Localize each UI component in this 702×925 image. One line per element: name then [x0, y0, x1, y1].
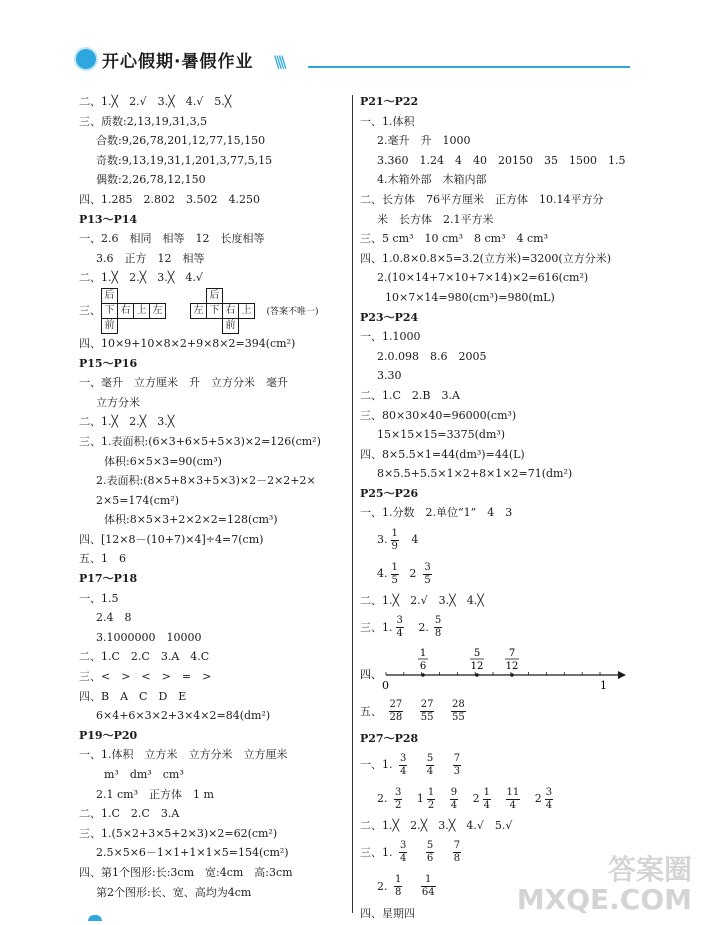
- denominator: 28: [389, 712, 403, 724]
- numerator: 28: [451, 699, 465, 711]
- answer-line: 二、1.╳ 2.√ 3.╳ 4.√ 5.╳: [79, 95, 232, 108]
- circle-icon: [76, 49, 96, 69]
- section-heading: P15～P16: [79, 356, 138, 370]
- numerator: 5: [426, 840, 434, 852]
- numerator: 5: [434, 615, 442, 627]
- denominator: 9: [391, 540, 398, 552]
- answer-line: 二、1.C 2.B 3.A: [360, 388, 460, 402]
- item-prefix: 3.: [377, 533, 388, 547]
- net-cell: 前: [223, 318, 239, 333]
- fraction: [426, 840, 434, 865]
- answer-line: 二、1.╳ 2.╳ 3.╳: [79, 415, 175, 429]
- number-line-svg: [360, 645, 630, 695]
- denominator: 4: [426, 765, 434, 777]
- answer-line: 2.0.098 8.6 2005: [377, 349, 487, 363]
- answer-line: 2.4 8: [96, 611, 132, 625]
- numerator: 3: [400, 752, 407, 764]
- number-line: [360, 645, 660, 695]
- mark-numerator: 7: [508, 647, 516, 659]
- fraction-line: [360, 557, 660, 591]
- numerator: 7: [453, 752, 461, 764]
- fraction: [483, 787, 491, 812]
- mark-denominator: 6: [419, 660, 427, 672]
- answer-line: 2×5=174(cm²): [96, 493, 180, 507]
- footer-ornament: [88, 915, 102, 921]
- item-prefix: 4.: [377, 567, 388, 581]
- numerator: 27: [389, 699, 403, 711]
- slash-decoration: \\\\: [274, 52, 284, 71]
- answer-line: 奇数:9,13,19,31,1,201,3,77,5,15: [96, 153, 273, 167]
- fraction: [396, 615, 404, 640]
- cube-net-2: [190, 288, 255, 334]
- numerator: 1: [391, 527, 398, 539]
- section-heading: P13～P14: [79, 212, 138, 226]
- fraction: [545, 787, 553, 812]
- answer-line: 3.30: [377, 369, 402, 383]
- net-cell: 下: [102, 303, 118, 318]
- fraction: [394, 787, 402, 812]
- answer-line: 2.毫升 升 1000: [377, 134, 471, 148]
- answer-line: m³ dm³ cm³: [104, 768, 184, 781]
- answer-line: 四、B A C D E: [79, 689, 187, 703]
- item-prefix: 2.: [418, 620, 429, 634]
- item-prefix: 三、: [79, 303, 101, 317]
- point-mark: [475, 673, 479, 677]
- denominator: 2: [395, 799, 402, 811]
- numerator: 3: [400, 840, 407, 852]
- fraction: [451, 699, 466, 724]
- denominator: 4: [450, 799, 458, 811]
- page-header: [70, 46, 630, 74]
- section-heading: P21～P22: [360, 95, 419, 108]
- denominator: 4: [400, 765, 407, 777]
- mark-numerator: 1: [419, 647, 427, 659]
- fraction: [421, 874, 436, 899]
- fraction-line: [360, 611, 660, 645]
- numerator: 7: [453, 840, 461, 852]
- answer-line: 二、1.╳ 2.╳ 3.╳ 4.√ 5.√: [360, 819, 513, 833]
- axis-label-zero: 0: [382, 678, 389, 692]
- answer-line: 二、长方体 76平方厘米 正方体 10.14平方分: [360, 192, 604, 206]
- section-heading: P19～P20: [79, 728, 138, 742]
- section-heading: P23～P24: [360, 310, 419, 324]
- numerator: 11: [506, 786, 520, 798]
- denominator: 4: [483, 799, 490, 811]
- numerator: 1: [391, 561, 398, 573]
- answer-line: 四、星期四: [360, 906, 415, 920]
- item-prefix: 2.: [377, 792, 388, 806]
- net-cell: 前: [102, 318, 118, 333]
- answer-line: 8×5.5+5.5×1×2+8×1×2=71(dm²): [377, 467, 573, 481]
- answer-line: 第2个图形:长、宽、高均为4cm: [96, 885, 252, 899]
- fraction: [394, 874, 402, 899]
- answer-line: 立方分米: [96, 395, 140, 409]
- fraction: [420, 699, 435, 724]
- numerator: 3: [545, 786, 553, 798]
- answer-line: 偶数:2,26,78,12,150: [96, 173, 206, 187]
- answer-line: 四、8×5.5×1=44(dm³)=44(L): [360, 447, 525, 461]
- net-cell: 后: [102, 288, 118, 303]
- answer-line: 10×7×14=980(cm³)=980(mL): [385, 290, 555, 304]
- fraction: [506, 787, 521, 812]
- answer-line: 五、1 6: [79, 552, 126, 566]
- answer-line: 一、1.体积 立方米 立方分米 立方厘米: [79, 748, 288, 762]
- answer-line: 二、1.C 2.C 3.A 4.C: [79, 650, 210, 664]
- arrow-icon: [618, 671, 626, 679]
- fraction: [399, 753, 407, 778]
- fraction: [453, 840, 461, 865]
- cube-net-answer: [79, 288, 347, 334]
- watermark-line: 答案圈: [607, 853, 692, 886]
- answer-line: 体积:8×5×3+2×2×2=128(cm³): [104, 513, 278, 527]
- net-cell: 左: [150, 303, 166, 318]
- answer-line: 一、2.6 相同 相等 12 长度相等: [79, 232, 265, 246]
- item-prefix: 一、1.: [360, 758, 393, 772]
- denominator: 5: [424, 574, 431, 586]
- denominator: 8: [453, 853, 461, 865]
- numerator: 3: [395, 786, 402, 798]
- section-heading: P17～P18: [79, 572, 138, 586]
- fraction: [453, 753, 461, 778]
- point-mark: [510, 673, 514, 677]
- answer-line: 二、1.C 2.C 3.A: [79, 807, 180, 821]
- denominator: 4: [400, 853, 407, 865]
- answer-line: 四、第1个图形:长:3cm 宽:4cm 高:3cm: [79, 865, 293, 879]
- answer-line: 四、[12×8－(10+7)×4]÷4=7(cm): [79, 532, 264, 546]
- answer-line: 三、5 cm³ 10 cm³ 8 cm³ 4 cm³: [360, 232, 548, 246]
- answer-line: 三、质数:2,13,19,31,3,5: [79, 114, 208, 128]
- fraction: [426, 753, 434, 778]
- fraction: [427, 787, 435, 812]
- item-prefix: 三、1.: [360, 620, 393, 634]
- answer-line: 6×4+6×3×2+3×4×2=84(dm²): [96, 709, 271, 723]
- denominator: 8: [395, 887, 402, 899]
- answer-line: 2.表面积:(8×5+8×3+5×3)×2－2×2+2×: [96, 474, 316, 488]
- fraction: [391, 528, 399, 553]
- numerator: 1: [483, 786, 490, 798]
- left-column: [79, 92, 347, 902]
- numerator: 27: [420, 699, 434, 711]
- denominator: 6: [426, 853, 434, 865]
- answer-line: 3.360 1.24 4 40 20150 35 1500 1.5: [377, 153, 626, 167]
- answer-line: 3.1000000 10000: [96, 630, 202, 644]
- numerator: 1: [395, 874, 402, 886]
- answer-line: 一、1.1000: [360, 330, 421, 344]
- answer-line: 3.6 正方 12 相等: [96, 251, 205, 265]
- net-cell: 下: [207, 303, 223, 318]
- fraction: [389, 699, 404, 724]
- net-cell: 左: [191, 303, 207, 318]
- item-prefix: 三、1.: [360, 845, 393, 859]
- mark-denominator: 12: [505, 660, 519, 672]
- answer-value: 4: [411, 533, 419, 547]
- answer-line: 一、1.分数 2.单位“1” 4 3: [360, 506, 513, 520]
- answer-line: 15×15×15=3375(dm³): [377, 428, 506, 442]
- net-cell: 后: [207, 288, 223, 303]
- numerator: 9: [450, 786, 458, 798]
- right-column: [360, 92, 660, 923]
- answer-line: 四、10×9+10×8×2+9×8×2=394(cm²): [79, 336, 296, 350]
- answer-line: 二、1.╳ 2.╳ 3.╳ 4.√: [79, 271, 203, 285]
- fraction-line: [360, 748, 660, 782]
- answer-line: 2.1 cm³ 正方体 1 m: [96, 787, 214, 801]
- numerator: 1: [427, 786, 435, 798]
- whole-number: 2: [472, 792, 480, 806]
- denominator: 64: [421, 887, 435, 899]
- item-prefix: 五、: [360, 704, 382, 718]
- net-cell: 右: [118, 303, 134, 318]
- denominator: 4: [545, 799, 553, 811]
- answer-line: 一、1.5: [79, 591, 119, 605]
- fraction-line: [360, 695, 660, 729]
- answer-line: 体积:6×5×3=90(cm³): [104, 454, 222, 468]
- answer-line: 合数:9,26,78,201,12,77,15,150: [96, 134, 266, 148]
- whole-number: 1: [416, 792, 424, 806]
- note: (答案不唯一): [266, 306, 319, 317]
- denominator: 5: [391, 574, 398, 586]
- denominator: 55: [451, 712, 465, 724]
- whole-number: 2: [534, 792, 542, 806]
- numerator: 3: [396, 615, 403, 627]
- net-cell: 上: [134, 303, 150, 318]
- answer-line: 三、1.表面积:(6×3+6×5+5×3)×2=126(cm²): [79, 434, 321, 448]
- cube-net-1: [101, 288, 166, 334]
- denominator: 2: [427, 799, 435, 811]
- fraction: [391, 562, 399, 587]
- fraction: [423, 562, 431, 587]
- fraction: [450, 787, 458, 812]
- denominator: 4: [509, 799, 517, 811]
- mark-denominator: 12: [470, 660, 484, 672]
- answer-line: 2.5×5×6－1×1+1×1×5=154(cm²): [96, 846, 289, 860]
- axis-label-one: 1: [600, 678, 607, 692]
- answer-line: 三、1.(5×2+3×5+2×3)×2=62(cm²): [79, 826, 278, 840]
- answer-value: 2: [409, 567, 417, 581]
- answer-line: 一、毫升 立方厘米 升 立方分米 毫升: [79, 376, 288, 390]
- watermark: [517, 855, 692, 915]
- answer-line: 2.(10×14+7×10+7×14)×2=616(cm²): [377, 271, 589, 285]
- section-heading: P25～P26: [360, 486, 419, 500]
- answer-line: 三、80×30×40=96000(cm³): [360, 408, 517, 422]
- section-heading: P27～P28: [360, 731, 419, 745]
- column-divider: [352, 95, 353, 913]
- denominator: 3: [453, 765, 461, 777]
- watermark-line: MXQE.COM: [516, 883, 692, 916]
- answer-line: 三、< > < > = >: [79, 670, 212, 684]
- fraction-line: [360, 523, 660, 557]
- item-prefix: 2.: [377, 879, 388, 893]
- fraction: [399, 840, 407, 865]
- answer-line: 四、1.285 2.802 3.502 4.250: [79, 192, 260, 206]
- item-prefix: 四、: [360, 667, 382, 681]
- point-mark: [421, 673, 425, 677]
- denominator: 8: [434, 628, 442, 640]
- denominator: 55: [420, 712, 434, 724]
- numerator: 5: [426, 752, 434, 764]
- fraction-line: [360, 782, 660, 816]
- net-cell: 上: [239, 303, 255, 318]
- denominator: 4: [396, 628, 403, 640]
- header-rule: [308, 66, 630, 68]
- numerator: 3: [424, 561, 431, 573]
- mark-numerator: 5: [473, 647, 481, 659]
- page-title: 开心假期·暑假作业: [102, 52, 254, 72]
- net-cell: 右: [223, 303, 239, 318]
- numerator: 1: [421, 874, 436, 887]
- answer-line: 4.木箱外部 木箱内部: [377, 173, 487, 187]
- answer-line: 一、1.体积: [360, 114, 415, 128]
- answer-line: 米 长方体 2.1平方米: [377, 212, 494, 226]
- answer-line: 二、1.╳ 2.√ 3.╳ 4.╳: [360, 594, 484, 608]
- answer-line: 四、1.0.8×0.8×5=3.2(立方米)=3200(立方分米): [360, 251, 612, 265]
- fraction: [434, 615, 442, 640]
